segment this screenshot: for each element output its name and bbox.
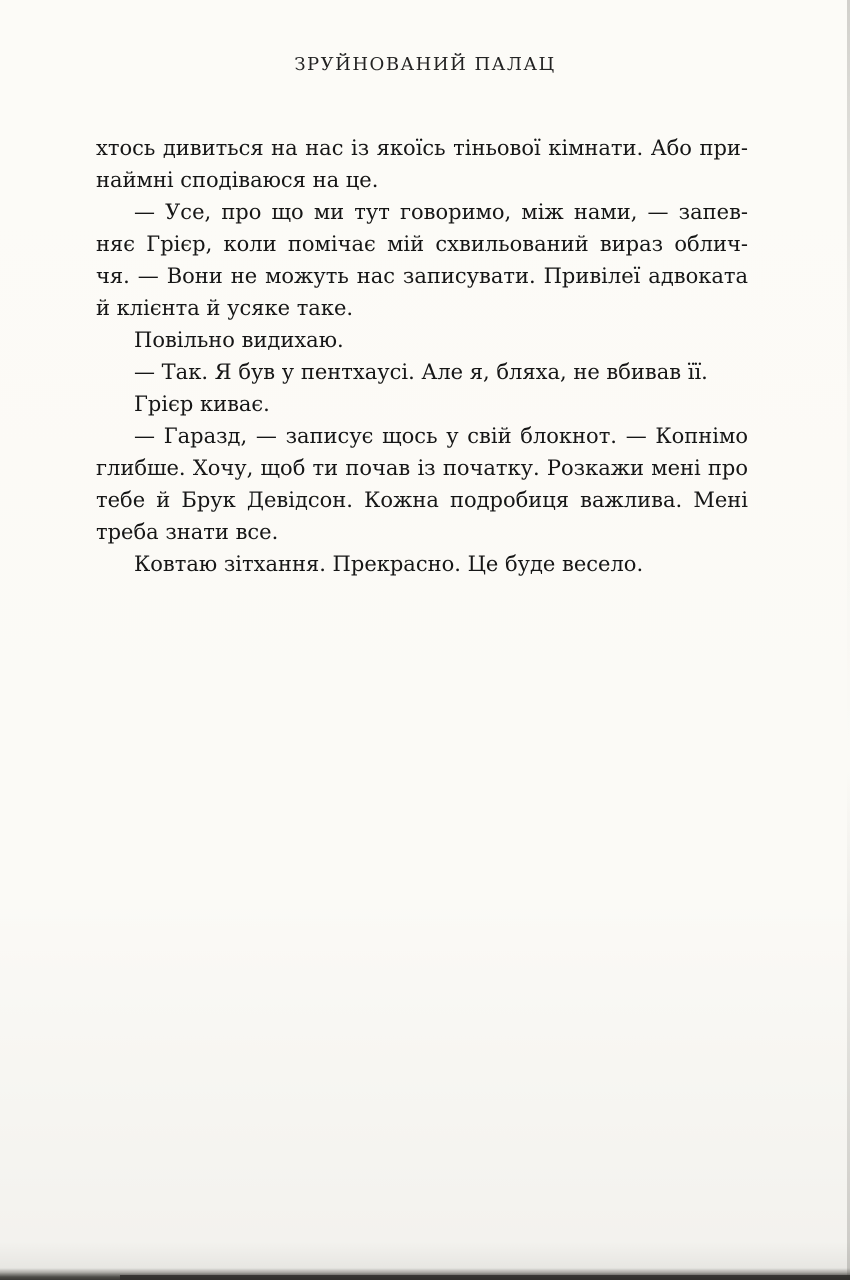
running-head: ЗРУЙНОВАНИЙ ПАЛАЦ <box>294 54 556 75</box>
paragraph <box>96 420 748 548</box>
text-line: й клієнта й усяке таке. <box>96 296 354 320</box>
paragraph <box>96 196 748 324</box>
paragraph <box>96 324 748 356</box>
text-line: — Так. Я був у пентхаусі. Але я, бляха, не вбивав її. <box>134 360 708 384</box>
text-line: треба знати все. <box>96 520 279 544</box>
paragraph <box>96 548 748 580</box>
paragraph <box>96 356 748 388</box>
text-line: — Усе, про що ми тут говоримо, між нами, — запев- <box>134 200 748 224</box>
paragraph <box>96 388 748 420</box>
text-line: — Гаразд, — записує щось у свій блокнот. — Копнімо <box>134 424 748 448</box>
text-line: чя. — Вони не можуть нас записувати. Привілеї адвоката <box>96 264 748 288</box>
text-line: няє Грієр, коли помічає мій схвильований вираз облич- <box>96 232 748 256</box>
paragraph <box>96 132 748 196</box>
text-line: тебе й Брук Девідсон. Кожна подробиця важлива. Мені <box>96 488 748 512</box>
scan-edge-shadow <box>120 1275 850 1280</box>
body-text <box>96 132 748 580</box>
text-line: хтось дивиться на нас із якоїсь тіньової кімнати. Або при- <box>96 136 748 160</box>
text-line: Ковтаю зітхання. Прекрасно. Це буде весело. <box>134 552 644 576</box>
text-line: наймні сподіваюся на це. <box>96 168 379 192</box>
text-line: Грієр киває. <box>134 392 270 416</box>
text-line: глибше. Хочу, щоб ти почав із початку. Розкажи мені про <box>96 456 748 480</box>
text-line: Повільно видихаю. <box>134 328 344 352</box>
